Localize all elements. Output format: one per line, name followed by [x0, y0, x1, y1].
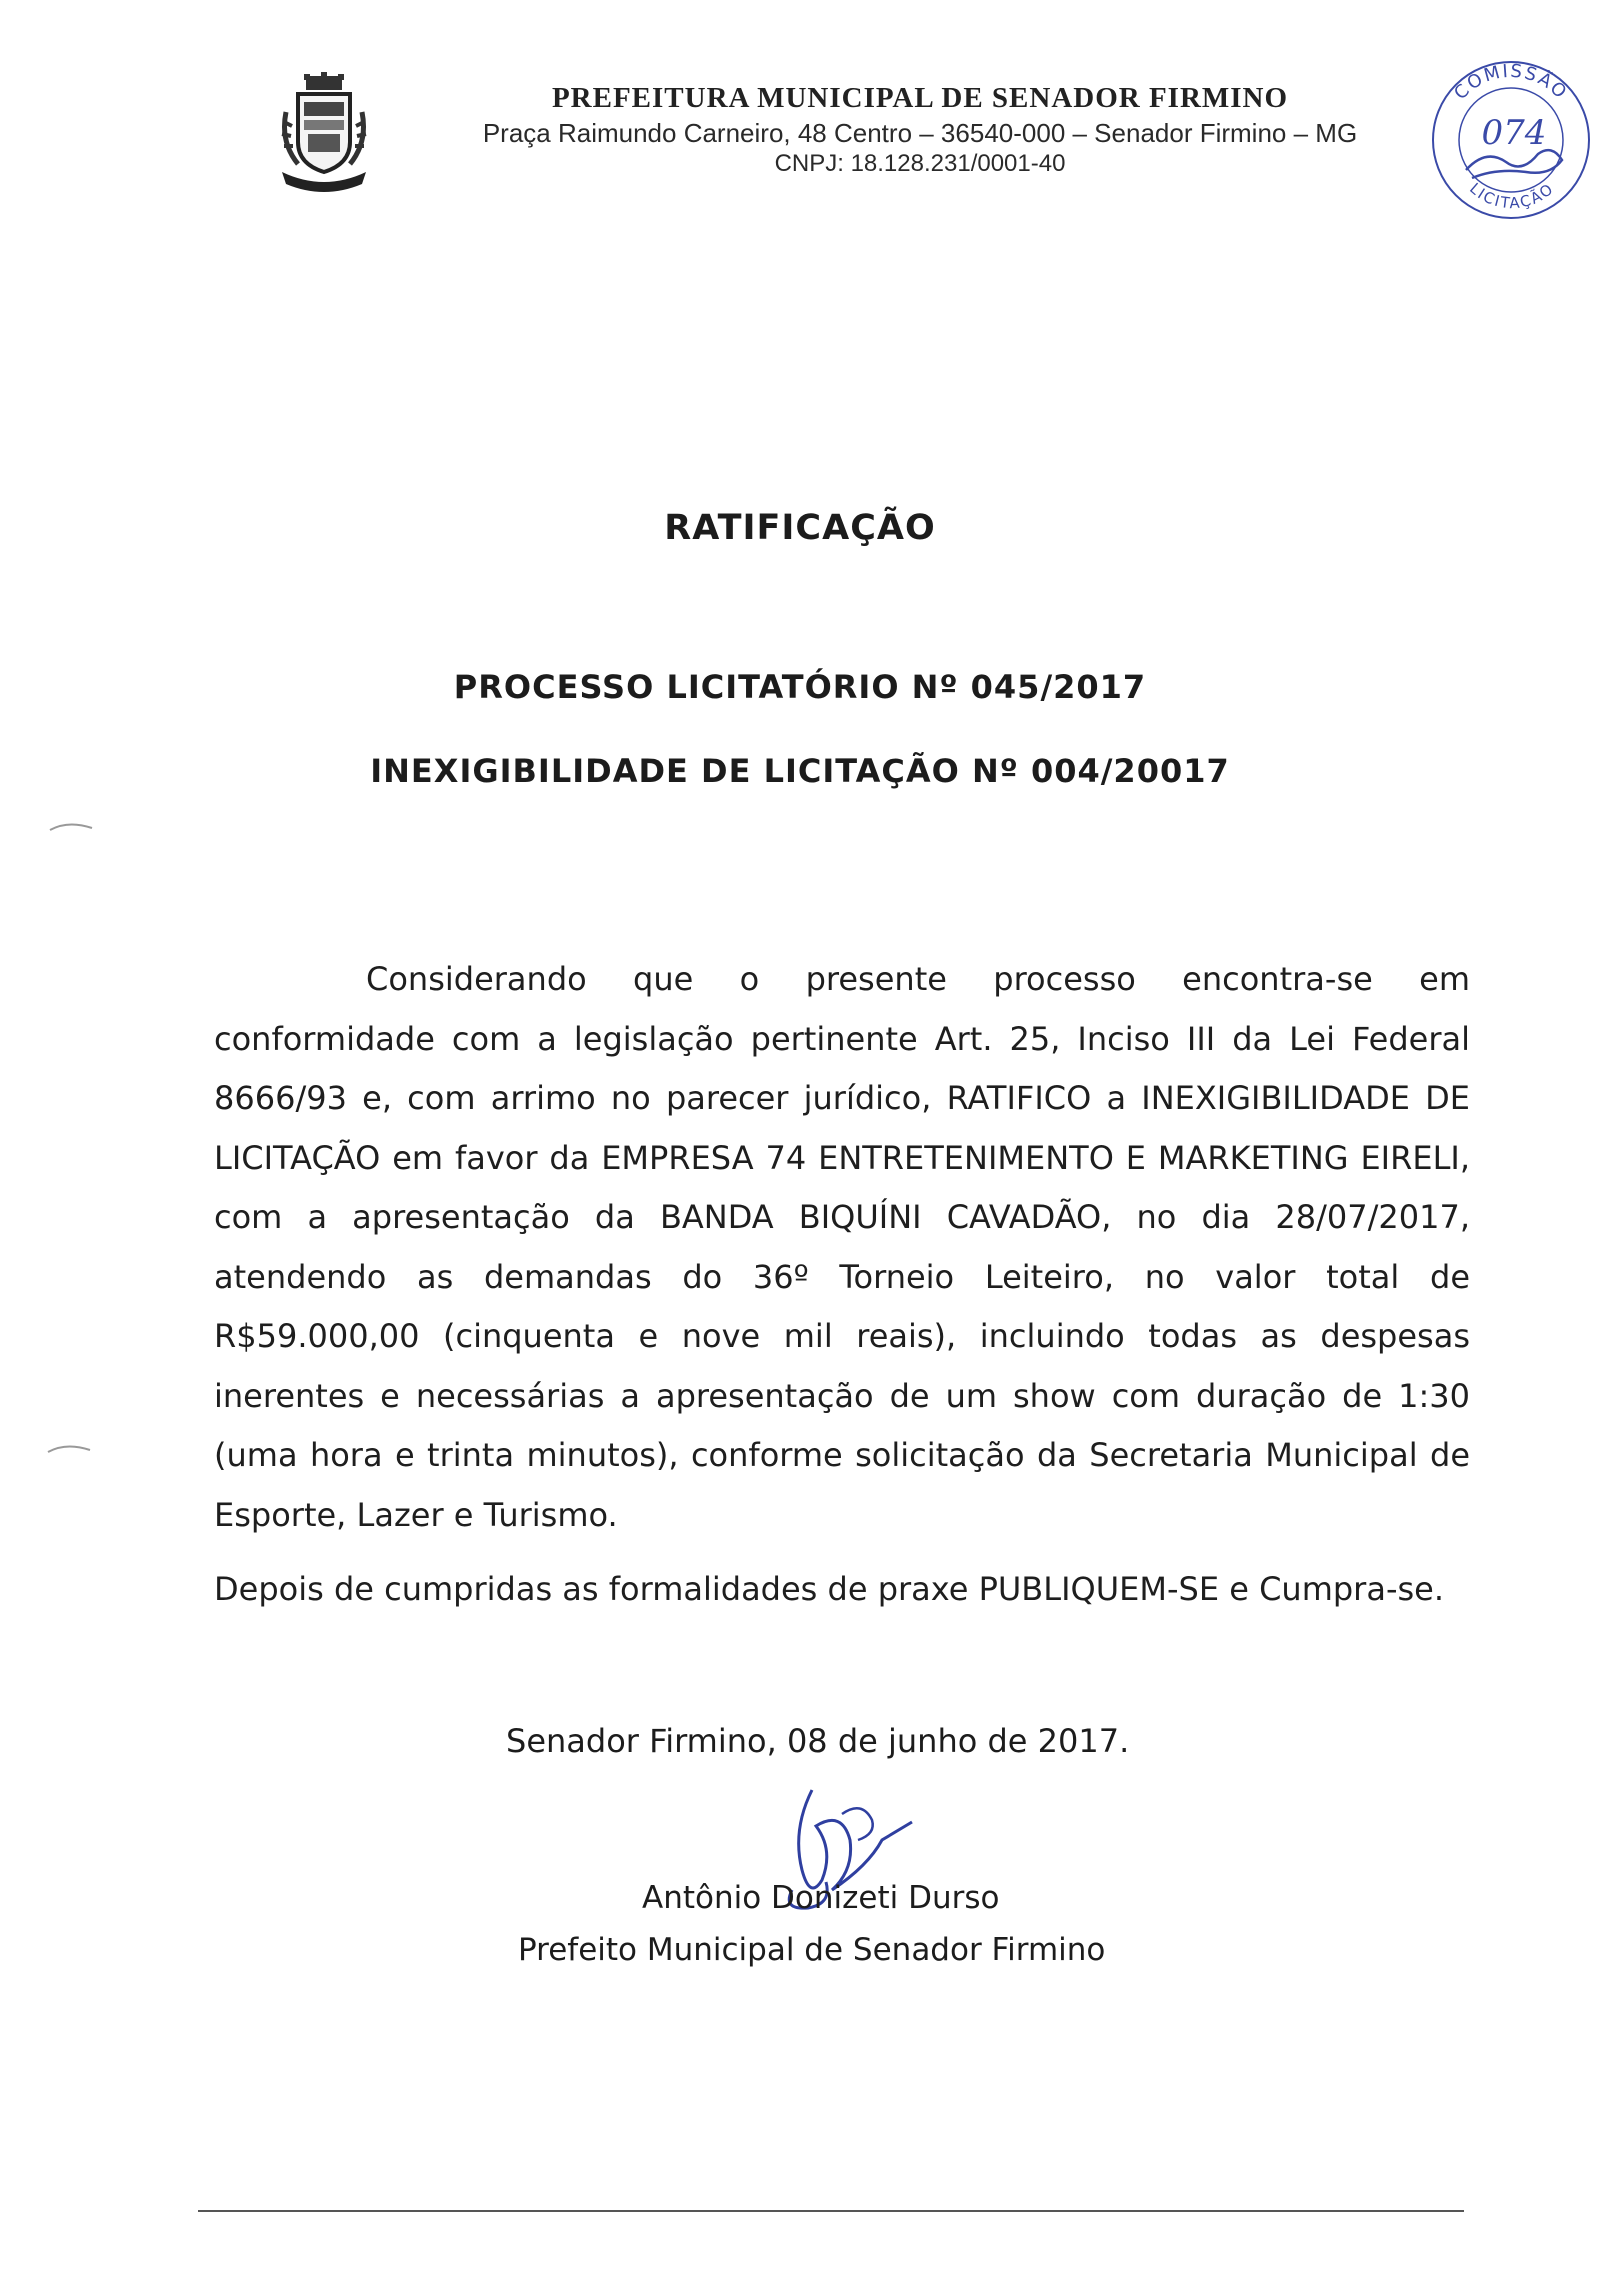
signatory-name: Antônio Donizeti Durso: [642, 1880, 1000, 1916]
stamp-bottom-text: LICITAÇÃO: [1466, 179, 1558, 213]
stamp-number: 074: [1481, 113, 1547, 153]
municipality-name: PREFEITURA MUNICIPAL DE SENADOR FIRMINO: [551, 82, 1289, 114]
process-number: PROCESSO LICITATÓRIO Nº 045/2017: [453, 668, 1147, 706]
municipality-cnpj: CNPJ: 18.128.231/0001-40: [774, 150, 1066, 177]
publication-paragraph: Depois de cumpridas as formalidades de praxe PUBLIQUEM-SE e Cumpra-se.: [214, 1570, 1445, 1608]
ratification-paragraph: Considerando que o presente processo encontra-se em conformidade com a legislação pertinente Art. 25, Inciso III da Lei Federal 8666/93 e, com arrimo no parecer jurídico, RATIFICO a INEXIGIBILIDADE DE LICITAÇÃO em favor da EMPRESA 74 ENTRETENIMENTO E MARKETING EIRELI, com a apresentação da BANDA BIQUÍNI CAVADÃO, no dia 28/07/2017, atendendo as demandas do 36º Torneio Leiteiro, no valor total de R$59.000,00 (cinquenta e nove mil reais), incluindo todas as despesas inerentes e necessárias a apresentação de um show com duração de 1:30 (uma hora e trinta minutos), conforme solicitação da Secretaria Municipal de Esporte, Lazer e Turismo.: [214, 960, 1470, 1534]
scan-artifact: [46, 1440, 96, 1456]
document-title: RATIFICAÇÃO: [664, 508, 936, 548]
svg-text:LICITAÇÃO: [1466, 179, 1558, 212]
municipality-address: Praça Raimundo Carneiro, 48 Centro – 36540-000 – Senador Firmino – MG: [482, 118, 1358, 148]
stamp-top-text: COMISSÃO: [1450, 60, 1572, 104]
commission-stamp: [1426, 52, 1596, 222]
place-and-date: Senador Firmino, 08 de junho de 2017.: [506, 1722, 1130, 1760]
scan-artifact: [48, 818, 98, 834]
signatory-role: Prefeito Municipal de Senador Firmino: [518, 1932, 1106, 1968]
stamp-initials-icon: [1466, 150, 1562, 178]
footer-rule: [198, 2210, 1464, 2212]
inexigibility-number: INEXIGIBILIDADE DE LICITAÇÃO Nº 004/20017: [370, 752, 1230, 790]
coat-of-arms-icon: [276, 72, 372, 192]
svg-text:COMISSÃO: [1450, 61, 1572, 104]
